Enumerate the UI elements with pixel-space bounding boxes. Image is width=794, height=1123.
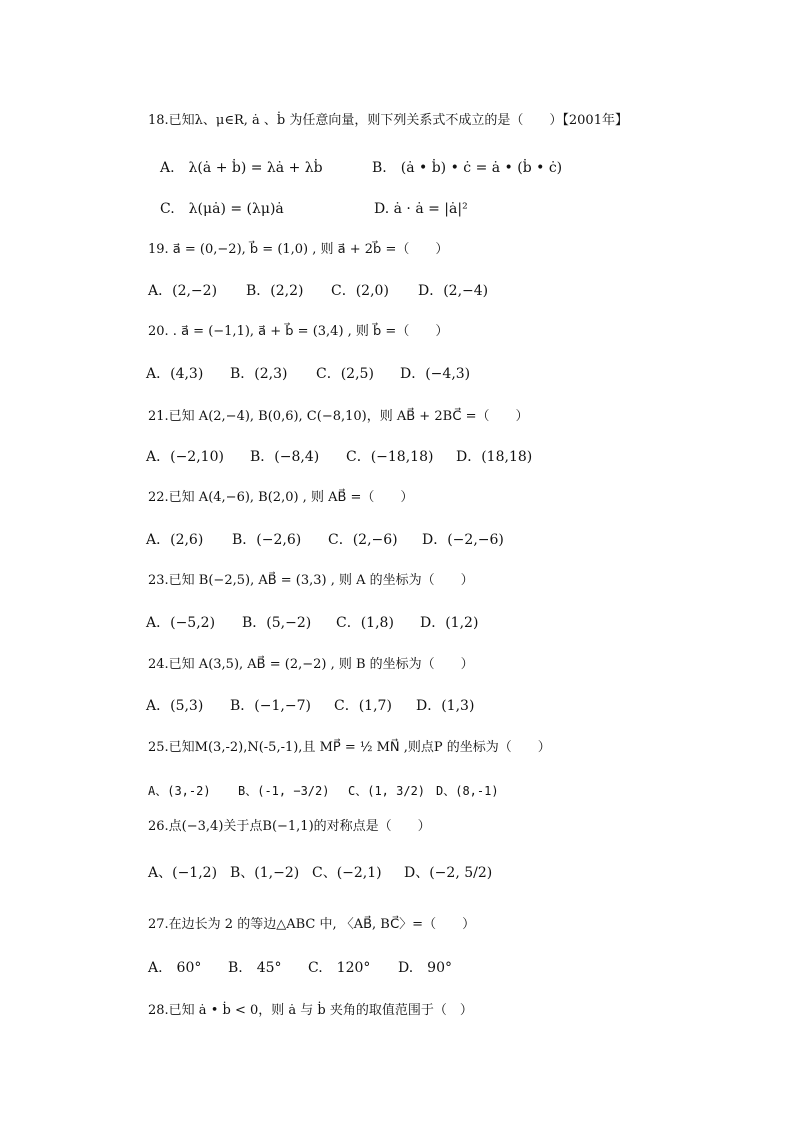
question-26-option-b: B、(1,−2) xyxy=(230,865,300,881)
question-19-stem: 19. a⃗ = (0,−2), b⃗ = (1,0) , 则 a⃗ + 2b⃗ =（ ） xyxy=(148,242,449,257)
question-28-stem: 28.已知 ȧ • ḃ < 0，则 ȧ 与 ḃ 夹角的取值范围于（ ） xyxy=(148,1003,473,1018)
question-25-option-a: A、(3,-2) xyxy=(148,784,211,798)
question-25-stem: 25.已知M(3,-2),N(-5,-1),且 MP⃗ = ½ MN⃗ ,则点P 的坐标为（ ） xyxy=(148,740,551,755)
question-21-option-b: B．(−8,4) xyxy=(250,449,320,465)
question-20-option-c: C．(2,5) xyxy=(316,366,374,382)
question-23-option-b: B．(5,−2) xyxy=(242,615,312,631)
question-18-stem: 18.已知λ、μ∈R, ȧ 、ḃ 为任意向量，则下列关系式不成立的是（ ）【2001年】 xyxy=(148,113,628,128)
question-27-option-c: C. 120° xyxy=(308,960,371,976)
question-25-option-b: B、(-1, −3/2) xyxy=(238,784,330,798)
question-24-option-b: B．(−1,−7) xyxy=(230,698,311,714)
question-24-stem: 24.已知 A(3,5), AB⃗ = (2,−2) , 则 B 的坐标为（ ） xyxy=(148,657,474,672)
question-22-option-d: D．(−2,−6) xyxy=(422,532,504,548)
question-20-option-d: D．(−4,3) xyxy=(400,366,471,382)
question-21-stem: 21.已知 A(2,−4), B(0,6), C(−8,10)，则 AB⃗ + 2BC⃗ =（ ） xyxy=(148,409,529,424)
question-23-option-d: D．(1,2) xyxy=(420,615,479,631)
question-23-stem: 23.已知 B(−2,5), AB⃗ = (3,3) , 则 A 的坐标为（ ） xyxy=(148,573,474,588)
question-23-option-a: A．(−5,2) xyxy=(146,615,216,631)
question-27-option-a: A. 60° xyxy=(148,960,202,976)
question-23-option-c: C．(1,8) xyxy=(336,615,394,631)
question-21-option-c: C．(−18,18) xyxy=(346,449,434,465)
question-19-option-b: B．(2,2) xyxy=(246,283,304,299)
question-19-option-c: C．(2,0) xyxy=(331,283,389,299)
question-22-option-b: B．(−2,6) xyxy=(232,532,302,548)
question-22-option-c: C．(2,−6) xyxy=(328,532,398,548)
question-25-option-c: C、(1, 3/2) xyxy=(348,784,426,798)
question-22-option-a: A．(2,6) xyxy=(146,532,204,548)
question-27-option-b: B. 45° xyxy=(228,960,282,976)
question-26-option-c: C、(−2,1) xyxy=(312,865,382,881)
question-24-option-c: C．(1,7) xyxy=(334,698,392,714)
question-26-stem: 26.点(−3,4)关于点B(−1,1)的对称点是（ ） xyxy=(148,819,431,834)
question-24-option-d: D．(1,3) xyxy=(416,698,475,714)
question-21-option-a: A．(−2,10) xyxy=(146,449,224,465)
question-18-option-b: B. (ȧ • ḃ) • ċ = ȧ • (ḃ • ċ) xyxy=(372,160,563,176)
question-18-option-a: A. λ(ȧ + ḃ) = λȧ + λḃ xyxy=(160,160,323,176)
question-19-option-a: A．(2,−2) xyxy=(148,283,218,299)
question-26-option-d: D、(−2, 5/2) xyxy=(404,865,493,881)
question-20-option-b: B．(2,3) xyxy=(230,366,288,382)
question-18-option-c: C. λ(μȧ) = (λμ)ȧ xyxy=(160,201,284,217)
question-18-option-d: D. ȧ · ȧ = |ȧ|² xyxy=(374,201,468,217)
question-22-stem: 22.已知 A(4,−6), B(2,0) , 则 AB⃗ =（ ） xyxy=(148,490,414,505)
question-26-option-a: A、(−1,2) xyxy=(148,865,218,881)
question-21-option-d: D．(18,18) xyxy=(456,449,533,465)
question-24-option-a: A．(5,3) xyxy=(146,698,204,714)
question-25-option-d: D、(8,-1) xyxy=(436,784,499,798)
question-20-option-a: A．(4,3) xyxy=(146,366,204,382)
question-20-stem: 20. . a⃗ = (−1,1), a⃗ + b⃗ = (3,4) , 则 b⃗ =（ ） xyxy=(148,324,449,339)
question-27-stem: 27.在边长为 2 的等边△ABC 中, 〈AB⃗, BC⃗〉=（ ） xyxy=(148,917,476,932)
question-27-option-d: D. 90° xyxy=(398,960,452,976)
question-19-option-d: D．(2,−4) xyxy=(418,283,489,299)
